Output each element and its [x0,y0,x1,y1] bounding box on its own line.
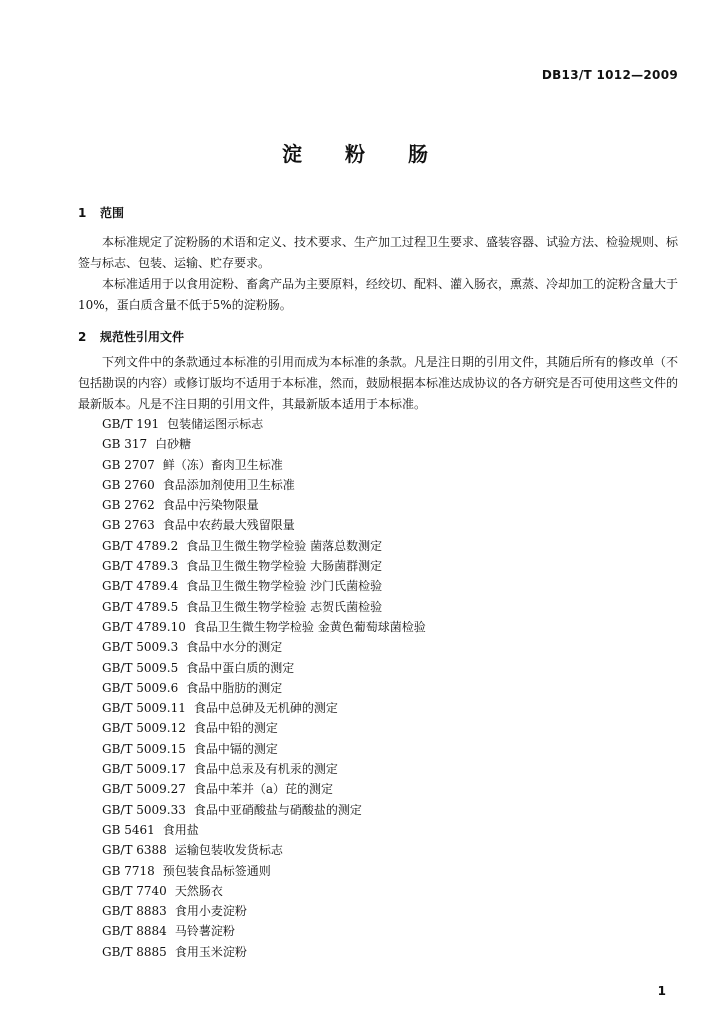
reference-title: 食品卫生微生物学检验 菌落总数测定 [186,538,383,553]
reference-item [102,597,426,617]
reference-item [102,881,426,901]
reference-code: GB 2763 [102,518,155,533]
reference-item [102,861,426,881]
reference-item [102,556,426,576]
reference-title: 食品中蛋白质的测定 [186,660,295,675]
reference-code: GB/T 6388 [102,843,167,858]
reference-code: GB/T 5009.5 [102,660,179,675]
reference-item [102,678,426,698]
reference-list [102,414,426,962]
reference-code: GB/T 8883 [102,904,167,919]
reference-title: 食品中污染物限量 [162,498,259,513]
reference-item [102,658,426,678]
reference-title: 食品中苯并（a）芘的测定 [193,782,334,797]
reference-item [102,455,426,475]
reference-title: 食品卫生微生物学检验 沙门氏菌检验 [186,579,383,594]
reference-title: 运输包装收发货标志 [174,843,283,858]
section-number: 1 [78,206,87,220]
reference-title: 食品中脂肪的测定 [186,680,283,695]
reference-code: GB/T 8885 [102,944,167,959]
reference-title: 鲜（冻）畜肉卫生标准 [162,457,283,472]
reference-item [102,698,426,718]
section-title: 范围 [100,206,125,220]
reference-item [102,820,426,840]
scope-paragraph-2: 本标准适用于以食用淀粉、畜禽产品为主要原料，经绞切、配料、灌入肠衣，熏蒸、冷却加工的淀粉含量大于10%，蛋白质含量不低于5%的淀粉肠。 [78,277,679,312]
section-heading-scope [78,204,124,221]
reference-code: GB/T 4789.3 [102,559,179,574]
reference-title: 食品中总砷及无机砷的测定 [193,701,338,716]
reference-title: 食用盐 [162,822,199,837]
reference-item [102,779,426,799]
reference-title: 食品添加剂使用卫生标准 [162,477,295,492]
reference-title: 食用玉米淀粉 [174,944,247,959]
reference-title: 食品中亚硝酸盐与硝酸盐的测定 [193,802,362,817]
reference-item [102,495,426,515]
reference-item [102,475,426,495]
reference-code: GB/T 191 [102,417,160,431]
reference-code: GB/T 4789.4 [102,579,179,594]
reference-title: 食品中镉的测定 [193,741,278,756]
reference-item [102,414,426,434]
scope-paragraph-1: 本标准规定了淀粉肠的术语和定义、技术要求、生产加工过程卫生要求、盛装容器、试验方法、检验规则、标签与标志、包装、运输、贮存要求。 [78,235,679,270]
reference-item [102,718,426,738]
reference-code: GB 7718 [102,863,155,878]
reference-title: 预包装食品标签通则 [162,863,271,878]
reference-item [102,800,426,820]
reference-item [102,434,426,454]
reference-code: GB 2762 [102,498,155,513]
reference-code: GB/T 5009.12 [102,721,186,736]
reference-code: GB/T 4789.10 [102,619,186,634]
reference-code: GB 5461 [102,822,155,837]
reference-code: GB/T 4789.2 [102,538,179,553]
document-code: DB13/T 1012—2009 [541,68,678,82]
reference-code: GB/T 5009.6 [102,680,179,695]
reference-code: GB/T 7740 [102,883,167,898]
reference-item [102,840,426,860]
reference-item [102,515,426,535]
reference-title: 食品卫生微生物学检验 志贺氏菌检验 [186,599,383,614]
reference-item [102,536,426,556]
reference-title: 包装储运图示标志 [167,417,264,431]
references-paragraph: 下列文件中的条款通过本标准的引用而成为本标准的条款。凡是注日期的引用文件，其随后所有的修改单（不包括勘误的内容）或修订版均不适用于本标准，然而，鼓励根据本标准达成协议的各方研究是否可使用这些文件的最新版本。凡是不注日期的引用文件，其最新版本适用于本标准。 [78,355,679,411]
reference-code: GB 2760 [102,477,155,492]
reference-item [102,739,426,759]
reference-item [102,901,426,921]
reference-title: 白砂糖 [155,437,192,452]
reference-code: GB 2707 [102,457,155,472]
reference-code: GB 317 [102,437,148,452]
reference-title: 食品卫生微生物学检验 金黄色葡萄球菌检验 [193,619,426,634]
page-number: 1 [657,984,666,998]
reference-title: 食品中农药最大残留限量 [162,518,295,533]
reference-item [102,576,426,596]
reference-code: GB/T 5009.27 [102,782,186,797]
section-title: 规范性引用文件 [100,330,185,344]
document-title: 淀 粉 肠 [282,142,446,166]
reference-title: 食品卫生微生物学检验 大肠菌群测定 [186,559,383,574]
reference-code: GB/T 8884 [102,924,167,939]
reference-code: GB/T 5009.11 [102,701,186,716]
reference-title: 食品中总汞及有机汞的测定 [193,762,338,777]
reference-item [102,759,426,779]
reference-code: GB/T 5009.33 [102,802,186,817]
reference-code: GB/T 5009.15 [102,741,186,756]
reference-title: 食用小麦淀粉 [174,904,247,919]
reference-code: GB/T 4789.5 [102,599,179,614]
reference-title: 天然肠衣 [174,883,223,898]
reference-code: GB/T 5009.17 [102,762,186,777]
reference-code: GB/T 5009.3 [102,640,179,655]
reference-title: 食品中铅的测定 [193,721,278,736]
section-heading-references [78,328,184,345]
reference-item [102,942,426,962]
reference-title: 食品中水分的测定 [186,640,283,655]
reference-item [102,637,426,657]
reference-item [102,921,426,941]
reference-title: 马铃薯淀粉 [174,924,235,939]
section-number: 2 [78,330,87,344]
reference-item [102,617,426,637]
